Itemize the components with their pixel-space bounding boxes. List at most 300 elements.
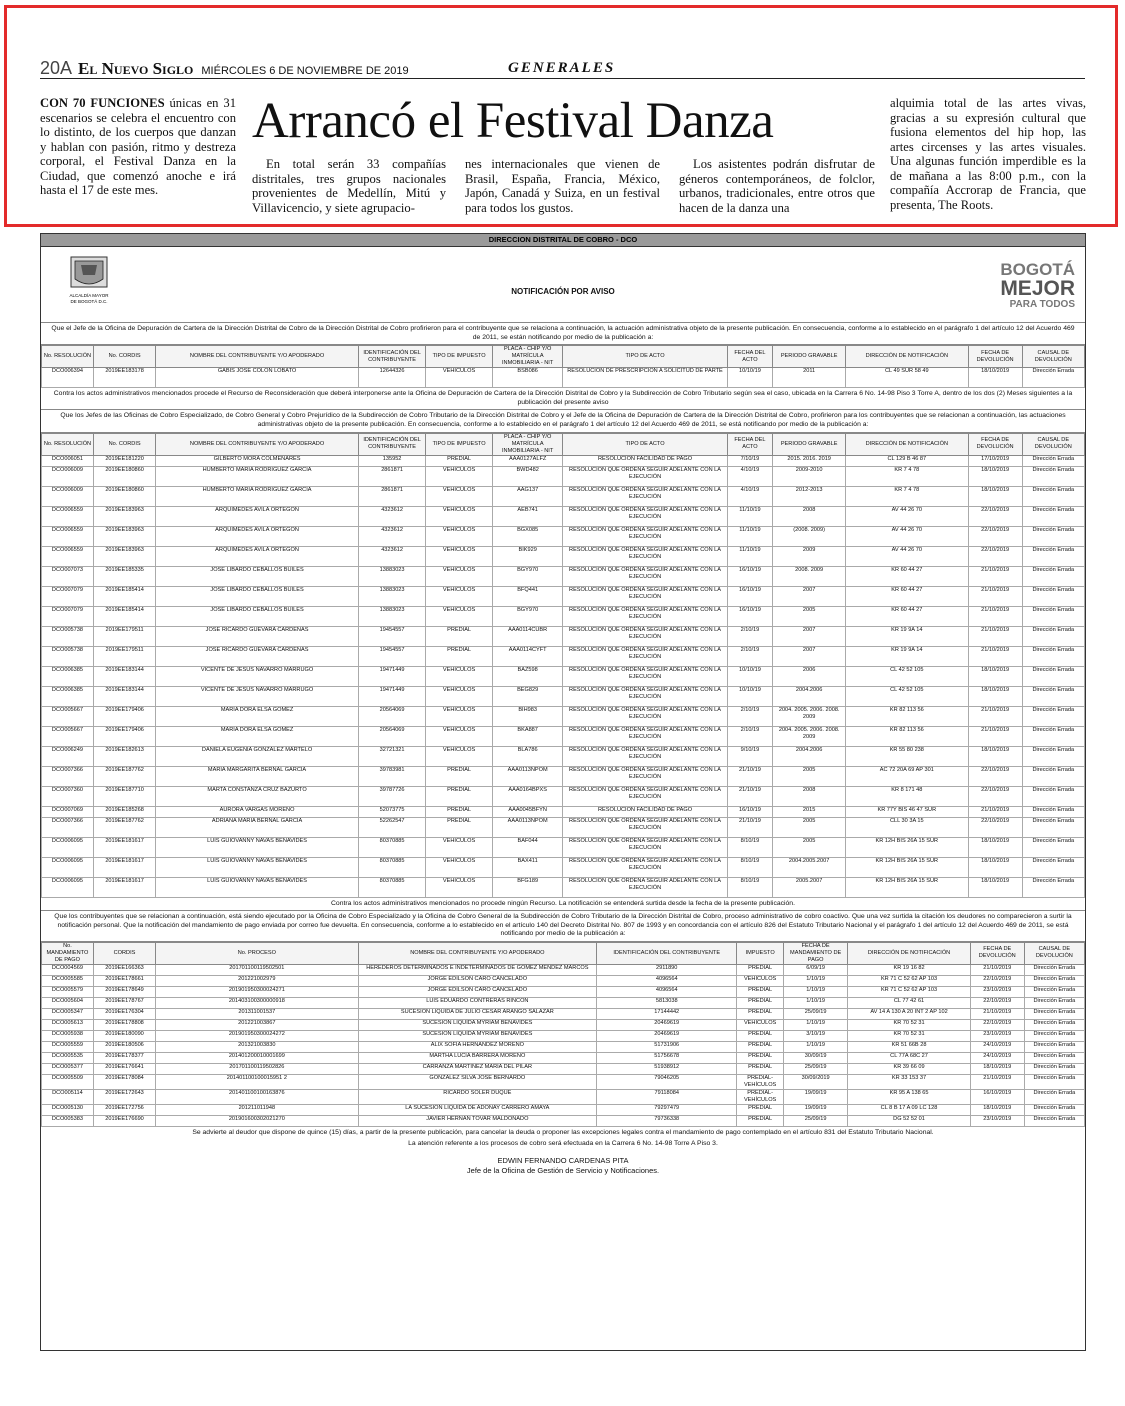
table-cell: 18/10/2019 — [970, 1063, 1024, 1074]
table-cell: DCO007366 — [42, 766, 94, 786]
table-cell: 2019EE178661 — [93, 975, 155, 986]
table-cell: BSB086 — [492, 368, 563, 388]
table-cell: KR 77Y BIS 46 47 SUR — [846, 806, 969, 817]
table-cell: 2019EE185335 — [93, 566, 155, 586]
table-cell: 22/10/2019 — [968, 786, 1022, 806]
table-cell: Dirección Errada — [1022, 766, 1084, 786]
table-cell: 22/10/2019 — [970, 997, 1024, 1008]
column-header: IDENTIFICACIÓN DEL CONTRIBUYENTE — [597, 942, 737, 964]
table-cell: 2019EE180090 — [93, 1030, 155, 1041]
table-cell: RESOLUCIÓN QUE ORDENA SEGUIR ADELANTE CON LA EJECUCIÓN — [563, 586, 727, 606]
column-header: NOMBRE DEL CONTRIBUYENTE Y/O APODERADO — [156, 433, 359, 455]
table-cell: 4323612 — [358, 546, 426, 566]
table-cell: 2019EE178377 — [93, 1052, 155, 1063]
table-row — [42, 606, 1085, 626]
footer-1: Se advierte al deudor que dispone de quince (15) días, a partir de la presente publicación, para cancelar la deuda o proponer las excepciones legales contra el mandamiento de pago contemplado en el artículo 831 del Estatuto Tributario Nacional. — [192, 1128, 934, 1136]
column-header: PERIODO GRAVABLE — [773, 433, 846, 455]
table-cell: DCO006095 — [42, 857, 94, 877]
table-cell: 20564069 — [358, 706, 426, 726]
table-cell: Dirección Errada — [1024, 1041, 1084, 1052]
table-cell: GILBERTO MORA COLMENARES — [156, 455, 359, 466]
table-cell: 39787726 — [358, 786, 426, 806]
column-header: PLACA - CHIP Y/O MATRÍCULA INMOBILIARIA - NIT — [492, 346, 563, 368]
table-cell: 18/10/2019 — [970, 1104, 1024, 1115]
table-cell: DCO005130 — [42, 1104, 94, 1115]
table-cell: 2019EE179511 — [93, 626, 155, 646]
table-cell: LA SUCESION LIQUIDA DE ADONAY CARRERO AMAYA — [358, 1104, 597, 1115]
table-cell: AAA0113NPOM — [492, 766, 563, 786]
table-cell: BIK929 — [492, 546, 563, 566]
table-cell: 2005 — [773, 606, 846, 626]
table-cell: RESOLUCIÓN QUE ORDENA SEGUIR ADELANTE CON LA EJECUCIÓN — [563, 706, 727, 726]
table-cell: 21/10/2019 — [968, 706, 1022, 726]
table-cell: Dirección Errada — [1022, 806, 1084, 817]
table-cell: 18/10/2019 — [968, 466, 1022, 486]
table-cell: KR 7 4 78 — [846, 486, 969, 506]
table-cell: 2019EE178084 — [93, 1074, 155, 1089]
table-cell: DG 52 52 01 — [848, 1115, 970, 1126]
table-cell: 25/09/19 — [783, 1063, 847, 1074]
table-cell: Dirección Errada — [1022, 686, 1084, 706]
table-row — [42, 455, 1085, 466]
table-cell: KR 33 153 37 — [848, 1074, 970, 1089]
table-cell: 2005.2007 — [773, 877, 846, 897]
table-cell: BFQ441 — [492, 586, 563, 606]
article-col-3: Los asistentes podrán disfrutar de géneros contemporáneos, de folclor, urbanos, tradicionales, entre otros que hacen de la danza una — [679, 157, 875, 215]
table-cell: Dirección Errada — [1022, 566, 1084, 586]
table-cell: DCO004569 — [42, 964, 94, 975]
page-number: 20A — [40, 58, 73, 78]
table-cell: 2019EE183178 — [93, 368, 155, 388]
table-cell: DCO007069 — [42, 806, 94, 817]
table-cell: 19454557 — [358, 626, 426, 646]
table-row — [42, 857, 1085, 877]
column-header: No. CORDIS — [93, 433, 155, 455]
table-cell: 10/10/19 — [727, 368, 773, 388]
table-cell: AAA0114CYFT — [492, 646, 563, 666]
section-title: GENERALES — [508, 60, 616, 76]
table-cell: 2004. 2005. 2006. 2008. 2009 — [773, 726, 846, 746]
column-header: CORDIS — [93, 942, 155, 964]
table-cell: PREDIAL — [426, 786, 492, 806]
table-cell: 24/10/2019 — [970, 1041, 1024, 1052]
table-cell: 2019EE183963 — [93, 546, 155, 566]
table-cell: 2007 — [773, 586, 846, 606]
table-cell: RESOLUCIÓN QUE ORDENA SEGUIR ADELANTE CON LA EJECUCIÓN — [563, 877, 727, 897]
table-cell: 20564069 — [358, 726, 426, 746]
table-cell: 3/10/19 — [783, 1030, 847, 1041]
bogota-mejor-logo — [965, 255, 1077, 315]
table-cell: DCO007360 — [42, 786, 94, 806]
table-cell: KR 70 52 31 — [848, 1019, 970, 1030]
table-cell: 19/09/19 — [783, 1089, 847, 1104]
table-cell: RESOLUCIÓN QUE ORDENA SEGUIR ADELANTE CON LA EJECUCIÓN — [563, 666, 727, 686]
newspaper-name: El Nuevo Siglo — [78, 59, 194, 78]
table-cell: CARRANZA MARTINEZ MARIA DEL PILAR — [358, 1063, 597, 1074]
table-cell: KR 71 C 52 62 AP 103 — [848, 986, 970, 997]
table-cell: RESOLUCIÓN QUE ORDENA SEGUIR ADELANTE CON LA EJECUCIÓN — [563, 506, 727, 526]
table-cell: 2019EE178808 — [93, 1019, 155, 1030]
table-cell: 2004.2005.2007 — [773, 857, 846, 877]
table-cell: PREDIAL — [426, 817, 492, 837]
table-cell: KR 19 9A 14 — [846, 626, 969, 646]
table-cell: Dirección Errada — [1024, 1030, 1084, 1041]
svg-text:BOGOTÁ: BOGOTÁ — [1000, 260, 1075, 279]
table-cell: 18/10/2019 — [968, 486, 1022, 506]
table-cell: AURORA VARGAS MORENO — [156, 806, 359, 817]
table-cell: VEHÍCULOS — [426, 686, 492, 706]
table-cell: 51731906 — [597, 1041, 737, 1052]
table-cell: JORGE EDILSON CARO CANCELADO — [358, 986, 597, 997]
table-cell: Dirección Errada — [1024, 1052, 1084, 1063]
table-row — [42, 997, 1085, 1008]
intro-3: Que los contribuyentes que se relacionan a continuación, está siendo ejecutado por la Oficina de Cobro Especializado y la Oficina de Cobro General de la Subdirección de Cobro Tributario de la Dirección Distrital de Cobro, proceso administrativo de cobro coactivo. Que una vez surtida la citación los deudores no comparecieron a surtir la notificación personal. Que la notificación del mandamiento de pago enviada por correo fue devuelta. En consecuencia, conforme a lo establecido en el artículo 140 del Decreto Distrital No. 807 de 1993 y en concordancia con el artículo 826 del Estatuto Tributario Nacional y el parágrafo 1 del artículo 12 del Acuerdo 469 de 2011, se está notificando por medio de la publicación a: — [41, 911, 1085, 942]
table-row — [42, 786, 1085, 806]
table-row — [42, 586, 1085, 606]
table-cell: PREDIAL — [737, 1052, 784, 1063]
table-cell: AC 72 20A 69 AP 301 — [846, 766, 969, 786]
table-cell: VEHÍCULOS — [737, 975, 784, 986]
table-cell: 2015. 2016. 2019 — [773, 455, 846, 466]
table-cell: 51756678 — [597, 1052, 737, 1063]
table-cell: CLL 30 3A 15 — [846, 817, 969, 837]
table-cell: JAVIER HERNAN TOVAR MALDONADO — [358, 1115, 597, 1126]
table-cell: VEHÍCULOS — [426, 368, 492, 388]
table-cell: PREDIAL — [737, 997, 784, 1008]
table-cell: 18/10/2019 — [968, 746, 1022, 766]
table-cell: DCO005667 — [42, 726, 94, 746]
table-cell: MARIA DORA ELSA GOMEZ — [156, 706, 359, 726]
table-cell: KR 12H BIS 26A 15 SUR — [846, 877, 969, 897]
table-cell: Dirección Errada — [1022, 726, 1084, 746]
table-cell: DCO005559 — [42, 1041, 94, 1052]
table-cell: VEHÍCULOS — [426, 526, 492, 546]
table-row — [42, 964, 1085, 975]
table-cell: DCO006394 — [42, 368, 94, 388]
table-cell: 52262547 — [358, 817, 426, 837]
table-cell: 11/10/19 — [727, 546, 773, 566]
column-header: FECHA DEL ACTO — [727, 346, 773, 368]
table-row — [42, 666, 1085, 686]
table-cell: PREDIAL — [737, 1115, 784, 1126]
table-cell: 2005 — [773, 817, 846, 837]
table-cell: DCO005738 — [42, 646, 94, 666]
table-cell: 2019EE187710 — [93, 786, 155, 806]
table-cell: Dirección Errada — [1022, 857, 1084, 877]
table-cell: ADRIANA MARIA BERNAL GARCIA — [156, 817, 359, 837]
table-row — [42, 975, 1085, 986]
table-cell: RESOLUCIÓN QUE ORDENA SEGUIR ADELANTE CON LA EJECUCIÓN — [563, 857, 727, 877]
table-cell: Dirección Errada — [1024, 997, 1084, 1008]
table-cell: 2019EE185268 — [93, 806, 155, 817]
table-cell: BAZ598 — [492, 666, 563, 686]
table-cell: KR 60 44 27 — [846, 566, 969, 586]
table-cell: DCO006095 — [42, 837, 94, 857]
table-cell: LUIS GUIOVANNY NAVAS BENAVIDES — [156, 857, 359, 877]
table-cell: 22/10/2019 — [968, 817, 1022, 837]
table-cell: PREDIAL — [426, 626, 492, 646]
table-cell: 18/10/2019 — [968, 877, 1022, 897]
table-cell: KR 82 113 56 — [846, 726, 969, 746]
table-cell: VEHÍCULOS — [737, 1019, 784, 1030]
table-cell: 13883023 — [358, 606, 426, 626]
table-row — [42, 686, 1085, 706]
table-cell: DCO006249 — [42, 746, 94, 766]
table-row — [42, 626, 1085, 646]
table-row — [42, 726, 1085, 746]
table-cell: 51938912 — [597, 1063, 737, 1074]
table-row — [42, 566, 1085, 586]
table-cell: 201901950300024272 — [156, 1030, 358, 1041]
table-cell: 2019EE179511 — [93, 646, 155, 666]
table-cell: 21/10/2019 — [968, 646, 1022, 666]
table-cell: DCO007079 — [42, 586, 94, 606]
table-cell: HUMBERTO MARIA RODRIGUEZ GARCIA — [156, 466, 359, 486]
table-cell: AV 14 A 130 A 20 INT 2 AP 102 — [848, 1008, 970, 1019]
table-cell: 7/10/19 — [727, 455, 773, 466]
table-cell: 4096564 — [597, 975, 737, 986]
table-cell: PREDIAL — [737, 964, 784, 975]
column-header: TIPO DE IMPUESTO — [426, 346, 492, 368]
table-cell: MARTA CONSTANZA CRUZ BAZURTO — [156, 786, 359, 806]
footer-2: La atención referente a los procesos de cobro será efectuada en la Carrera 6 No. 14-98 Torre A Piso 3. — [408, 1139, 718, 1147]
table-cell: 10/10/19 — [727, 686, 773, 706]
table-cell: 2019EE185414 — [93, 606, 155, 626]
table-cell: 22/10/2019 — [968, 506, 1022, 526]
table-cell: 2861871 — [358, 486, 426, 506]
table-cell: VEHÍCULOS — [426, 586, 492, 606]
table-cell: JOSE LIBARDO CEBALLOS BUILES — [156, 606, 359, 626]
table-cell: 201221002979 — [156, 975, 358, 986]
table-row — [42, 1104, 1085, 1115]
table-cell: 1/10/19 — [783, 1041, 847, 1052]
table-cell: BGY970 — [492, 566, 563, 586]
table-cell: 2/10/19 — [727, 706, 773, 726]
table-cell: 2007 — [773, 626, 846, 646]
table-cell: BAF044 — [492, 837, 563, 857]
table-cell: 201401200010001699 — [156, 1052, 358, 1063]
column-header: FECHA DE DEVOLUCIÓN — [968, 346, 1022, 368]
table-cell: 201321003830 — [156, 1041, 358, 1052]
issue-date: MIÉRCOLES 6 DE NOVIEMBRE DE 2019 — [201, 65, 409, 77]
table-cell: 39783981 — [358, 766, 426, 786]
table-cell: PREDIAL — [737, 1008, 784, 1019]
table-cell: 8/10/19 — [727, 877, 773, 897]
table-cell: KR 70 52 31 — [848, 1030, 970, 1041]
table-row — [42, 1030, 1085, 1041]
table-cell: SUCESION LIQUIDA DE JULIO CESAR ARANGO SALAZAR — [358, 1008, 597, 1019]
table-cell: AAG137 — [492, 486, 563, 506]
table-cell: VEHÍCULOS — [426, 546, 492, 566]
table-cell: 19454557 — [358, 646, 426, 666]
table-cell: 1/10/19 — [783, 1019, 847, 1030]
table-cell: 2019EE183963 — [93, 526, 155, 546]
table-cell: 2008. 2009 — [773, 566, 846, 586]
table-cell: RESOLUCIÓN QUE ORDENA SEGUIR ADELANTE CON LA EJECUCIÓN — [563, 837, 727, 857]
table-cell: 2019EE176304 — [93, 1008, 155, 1019]
article-col-1: En total serán 33 compañías distritales, tres grupos nacionales provenientes de Medellín, Mitú y Villavicencio, y siete agrupacio- — [252, 157, 446, 215]
svg-text:DE BOGOTÁ D.C.: DE BOGOTÁ D.C. — [70, 299, 108, 304]
table-row — [42, 1063, 1085, 1074]
table-cell: KR 12H BIS 26A 15 SUR — [846, 837, 969, 857]
table-cell: 2019EE178767 — [93, 997, 155, 1008]
svg-text:PARA TODOS: PARA TODOS — [1009, 299, 1075, 310]
table-cell: 22/10/2019 — [968, 766, 1022, 786]
table-row — [42, 646, 1085, 666]
table-cell: Dirección Errada — [1022, 837, 1084, 857]
table-cell: 22/10/2019 — [970, 1019, 1024, 1030]
table-cell: 18/10/2019 — [968, 686, 1022, 706]
table-cell: Dirección Errada — [1022, 486, 1084, 506]
table-cell: 2009-2010 — [773, 466, 846, 486]
table-cell: Dirección Errada — [1024, 986, 1084, 997]
table-row — [42, 526, 1085, 546]
table-cell: 22/10/2019 — [968, 526, 1022, 546]
column-header: PERIODO GRAVABLE — [773, 346, 846, 368]
column-header: CAUSAL DE DEVOLUCIÓN — [1024, 942, 1084, 964]
table-cell: CL 42 52 105 — [846, 666, 969, 686]
table-cell: JORGE EDILSON CARO CANCELADO — [358, 975, 597, 986]
table-cell: VEHÍCULOS — [426, 877, 492, 897]
table-row — [42, 546, 1085, 566]
table-row — [42, 837, 1085, 857]
column-header: DIRECCIÓN DE NOTIFICACIÓN — [846, 433, 969, 455]
table-cell: BAX411 — [492, 857, 563, 877]
table-cell: 21/10/2019 — [968, 586, 1022, 606]
table-cell: KR 55 80 238 — [846, 746, 969, 766]
column-header: DIRECCIÓN DE NOTIFICACIÓN — [848, 942, 970, 964]
table-cell: 22/10/2019 — [970, 975, 1024, 986]
table-cell: 2019EE180860 — [93, 466, 155, 486]
table-cell: 2/10/19 — [727, 726, 773, 746]
table-cell: MARIA DORA ELSA GOMEZ — [156, 726, 359, 746]
table-cell: VEHÍCULOS — [426, 746, 492, 766]
table-cell: RESOLUCIÓN QUE ORDENA SEGUIR ADELANTE CON LA EJECUCIÓN — [563, 646, 727, 666]
table-cell: MARIA MARGARITA BERNAL GARCIA — [156, 766, 359, 786]
table-cell: 6/09/19 — [783, 964, 847, 975]
table-cell: 21/10/2019 — [970, 1008, 1024, 1019]
column-header: FECHA DEL ACTO — [727, 433, 773, 455]
table-cell: KR 12H BIS 26A 15 SUR — [846, 857, 969, 877]
table-cell: 13883023 — [358, 586, 426, 606]
table-cell: CL 129 B 46 87 — [846, 455, 969, 466]
column-header: No. CORDIS — [93, 346, 155, 368]
table-cell: 2006 — [773, 666, 846, 686]
table-cell: RESOLUCIÓN QUE ORDENA SEGUIR ADELANTE CON LA EJECUCIÓN — [563, 486, 727, 506]
table-cell: KR 39 66 09 — [848, 1063, 970, 1074]
table-cell: PREDIAL-VEHÍCULOS — [737, 1074, 784, 1089]
table-cell: DCO005535 — [42, 1052, 94, 1063]
table-cell: 21/10/2019 — [968, 606, 1022, 626]
column-header: CAUSAL DE DEVOLUCIÓN — [1022, 433, 1084, 455]
table-cell: 2005 — [773, 837, 846, 857]
table-cell: DCO007073 — [42, 566, 94, 586]
table-cell: KR 82 113 56 — [846, 706, 969, 726]
table-cell: BGY970 — [492, 606, 563, 626]
table-cell: 135952 — [358, 455, 426, 466]
table-cell: KR 60 44 27 — [846, 606, 969, 626]
table-cell: RICARDO SOLER DUQUE — [358, 1089, 597, 1104]
table-row — [42, 806, 1085, 817]
table-cell: RESOLUCIÓN FACILIDAD DE PAGO — [563, 806, 727, 817]
table-cell: 17144442 — [597, 1008, 737, 1019]
table-cell: 21/10/2019 — [968, 726, 1022, 746]
table-cell: JOSE RICARDO GUEVARA CARDENAS — [156, 646, 359, 666]
table-cell: AAA0113NPOM — [492, 817, 563, 837]
table-cell: 17/10/2019 — [968, 455, 1022, 466]
table-cell: LUIS GUIOVANNY NAVAS BENAVIDES — [156, 837, 359, 857]
table-cell: RESOLUCIÓN QUE ORDENA SEGUIR ADELANTE CON LA EJECUCIÓN — [563, 766, 727, 786]
table-cell: AAA0127ALFZ — [492, 455, 563, 466]
table-cell: BKA887 — [492, 726, 563, 746]
table-cell: Dirección Errada — [1022, 646, 1084, 666]
table-cell: PREDIAL — [737, 1063, 784, 1074]
article-lead — [40, 96, 236, 198]
table-cell: 201901600302021270 — [156, 1115, 358, 1126]
table-cell: 2019EE183144 — [93, 686, 155, 706]
table-cell: DCO005114 — [42, 1089, 94, 1104]
table-cell: Dirección Errada — [1024, 1115, 1084, 1126]
table-cell: 201901950300024271 — [156, 986, 358, 997]
table-row — [42, 1089, 1085, 1104]
table-cell: RESOLUCIÓN QUE ORDENA SEGUIR ADELANTE CON LA EJECUCIÓN — [563, 466, 727, 486]
table-row — [42, 506, 1085, 526]
table-cell: 2019EE187762 — [93, 766, 155, 786]
table-cell: AV 44 26 70 — [846, 546, 969, 566]
table-cell: CL 8 B 17 A 09 LC 128 — [848, 1104, 970, 1115]
table-cell: RESOLUCIÓN QUE ORDENA SEGUIR ADELANTE CON LA EJECUCIÓN — [563, 746, 727, 766]
table-cell: DCO006385 — [42, 686, 94, 706]
table-row — [42, 706, 1085, 726]
table-cell: 2007 — [773, 646, 846, 666]
table-cell: BFG189 — [492, 877, 563, 897]
column-header: NOMBRE DEL CONTRIBUYENTE Y/O APODERADO — [358, 942, 597, 964]
table-cell: 18/10/2019 — [968, 837, 1022, 857]
table-cell: 20469619 — [597, 1030, 737, 1041]
page-header — [40, 58, 1085, 79]
table-cell: RESOLUCIÓN QUE ORDENA SEGUIR ADELANTE CON LA EJECUCIÓN — [563, 786, 727, 806]
table-cell: PREDIAL — [426, 806, 492, 817]
table-cell: 2004.2006 — [773, 686, 846, 706]
table-cell: KR 19 9A 14 — [846, 646, 969, 666]
table-cell: GABIS JOSE COLON LOBATO — [156, 368, 359, 388]
table-cell: RESOLUCIÓN QUE ORDENA SEGUIR ADELANTE CON LA EJECUCIÓN — [563, 526, 727, 546]
table-cell: 16/10/19 — [727, 566, 773, 586]
table-cell: 13883023 — [358, 566, 426, 586]
table-cell: AAA0114CUBR — [492, 626, 563, 646]
table-cell: 80370885 — [358, 877, 426, 897]
table-cell: AEB741 — [492, 506, 563, 526]
table-row — [42, 368, 1085, 388]
table-cell: PREDIAL — [426, 646, 492, 666]
table-cell: 2019EE185414 — [93, 586, 155, 606]
table-cell: RESOLUCIÓN QUE ORDENA SEGUIR ADELANTE CON LA EJECUCIÓN — [563, 566, 727, 586]
table-cell: PREDIAL — [737, 986, 784, 997]
table-cell: Dirección Errada — [1022, 786, 1084, 806]
intro-1: Que el Jefe de la Oficina de Depuración de Cartera de la Dirección Distrital de Cobro de la Dirección Distrital de Cobro profirieron para el contribuyente que se relaciona a continuación, la actuación administrativa objeto de la presente publicación. En consecuencia, conforme a lo establecido en el parágrafo 1 del artículo 12 del Acuerdo 469 de 2011, se están notificando por medio de la publicación a: — [41, 323, 1085, 345]
table-cell: DCO006559 — [42, 526, 94, 546]
table-cell: 16/10/19 — [727, 806, 773, 817]
table-cell: KR 60 44 27 — [846, 586, 969, 606]
table-row — [42, 1052, 1085, 1063]
table-cell: VICENTE DE JESUS NAVARRO MARRUGO — [156, 686, 359, 706]
table-cell: BEG829 — [492, 686, 563, 706]
table-cell: 2019EE166363 — [93, 964, 155, 975]
column-header: TIPO DE ACTO — [563, 433, 727, 455]
table-cell: ARQUIMEDES AVILA ORTEGON — [156, 546, 359, 566]
table-cell: BWD482 — [492, 466, 563, 486]
table-cell: 4323612 — [358, 526, 426, 546]
